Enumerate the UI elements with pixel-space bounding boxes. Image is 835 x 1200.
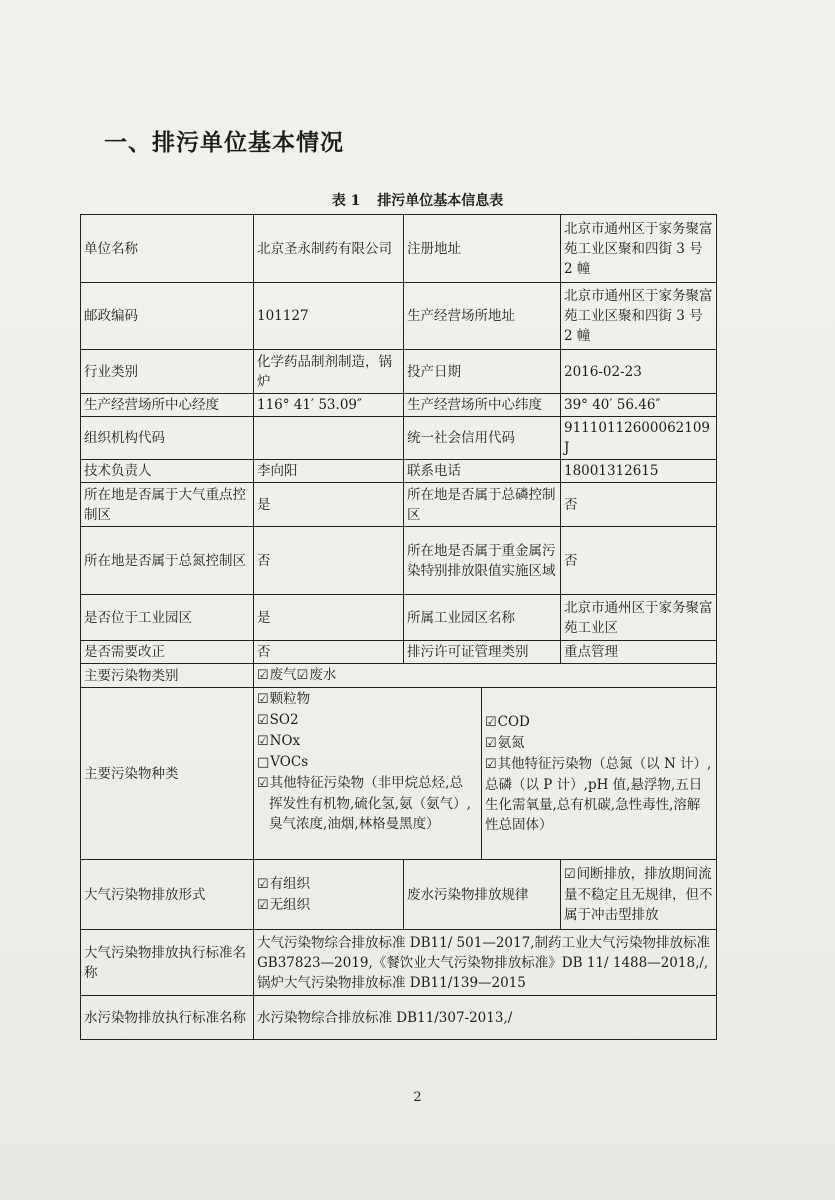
checkbox-checked-icon: ☑ (257, 734, 269, 749)
industrial-park-label: 是否位于工业园区 (81, 595, 254, 641)
water-standard-label: 水污染物排放执行标准名称 (81, 996, 254, 1040)
air-other-detail: 挥发性有机物,硫化氢,氨（氨气）,臭气浓度,油烟,林格曼黑度） (269, 796, 471, 832)
checkbox-checked-icon: ☑ (485, 715, 497, 730)
park-name-value: 北京市通州区于家务聚富苑工业区 (561, 595, 717, 641)
air-pollutant-list (254, 688, 482, 860)
pollutant-category-label: 主要污染物类别 (81, 664, 254, 688)
air-key-zone-label: 所在地是否属于大气重点控制区 (81, 483, 254, 527)
reg-address-value: 北京市通州区于家务聚富苑工业区聚和四街 3 号 2 幢 (561, 215, 717, 283)
table-row (81, 595, 717, 641)
latitude-label: 生产经营场所中心纬度 (404, 394, 561, 417)
heavy-metal-value: 否 (561, 527, 717, 595)
rectify-label: 是否需要改正 (81, 641, 254, 664)
rectify-value: 否 (254, 641, 404, 664)
page-number: 2 (413, 1090, 422, 1105)
park-name-label: 所属工业园区名称 (404, 595, 561, 641)
latitude-value: 39° 40′ 56.46″ (561, 394, 717, 417)
start-date-label: 投产日期 (404, 350, 561, 394)
list-item: ☑有组织 (257, 875, 311, 892)
site-address-value: 北京市通州区于家务聚富苑工业区聚和四街 3 号 2 幢 (561, 283, 717, 350)
tech-lead-value: 李向阳 (254, 460, 404, 483)
list-item: ☑其他特征污染物（总氮（以 N 计）,总磷（以 P 计）,pH 值,悬浮物,五日生化需氧量,总有机碳,急性毒性,溶解性总固体） (485, 756, 712, 833)
phone-value: 18001312615 (561, 460, 717, 483)
permit-type-value: 重点管理 (561, 641, 717, 664)
table-row (81, 527, 717, 595)
unit-name-label: 单位名称 (81, 215, 254, 283)
permit-type-label: 排污许可证管理类别 (404, 641, 561, 664)
table-row (81, 417, 717, 460)
checkbox-checked-icon: ☑ (485, 757, 497, 772)
checkbox-checked-icon: ☑ (485, 736, 497, 751)
list-item: ☑SO2 (257, 712, 299, 728)
tech-lead-label: 技术负责人 (81, 460, 254, 483)
reg-address-label: 注册地址 (404, 215, 561, 283)
heavy-metal-label: 所在地是否属于重金属污染特别排放限值实施区域 (404, 527, 561, 595)
checkbox-checked-icon: ☑ (296, 668, 309, 683)
category-air: 废气 (269, 667, 297, 683)
checkbox-checked-icon: ☑ (257, 692, 269, 707)
postal-code-label: 邮政编码 (81, 283, 254, 350)
table-row (81, 930, 717, 996)
air-standard-value: 大气污染物综合排放标准 DB11/ 501—2017,制药工业大气污染物排放标准 GB37823—2019,《餐饮业大气污染物排放标准》DB 11/ 1488—2018,/,锅炉大气污染物排放标准 DB11/139—2015 (254, 930, 717, 996)
table-row (81, 996, 717, 1040)
list-item: □VOCs (257, 754, 309, 770)
list-item: ☑氨氮 (485, 735, 525, 751)
p-control-label: 所在地是否属于总磷控制区 (404, 483, 561, 527)
longitude-value: 116° 41′ 53.09″ (254, 394, 404, 417)
table-row (81, 350, 717, 394)
checkbox-checked-icon: ☑ (564, 867, 576, 882)
industrial-park-value: 是 (254, 595, 404, 641)
longitude-label: 生产经营场所中心经度 (81, 394, 254, 417)
org-code-label: 组织机构代码 (81, 417, 254, 460)
table-row (81, 664, 717, 688)
credit-code-value: 91110112600062109J (561, 417, 717, 460)
phone-label: 联系电话 (404, 460, 561, 483)
unit-name-value: 北京圣永制药有限公司 (254, 215, 404, 283)
table-row (81, 641, 717, 664)
start-date-value: 2016-02-23 (561, 350, 717, 394)
table-title: 排污单位基本信息表 (377, 193, 504, 209)
postal-code-value: 101127 (254, 283, 404, 350)
water-emission-rule-label: 废水污染物排放规律 (404, 860, 561, 930)
checkbox-checked-icon: ☑ (257, 713, 269, 728)
industry-value: 化学药品制剂制造，锅炉 (254, 350, 404, 394)
checkbox-checked-icon: ☑ (257, 897, 269, 913)
basic-info-table (80, 214, 717, 1040)
n-control-value: 否 (254, 527, 404, 595)
checkbox-unchecked-icon: □ (257, 755, 270, 770)
air-standard-label: 大气污染物排放执行标准名称 (81, 930, 254, 996)
category-water: 废水 (309, 667, 337, 683)
p-control-value: 否 (561, 483, 717, 527)
site-address-label: 生产经营场所地址 (404, 283, 561, 350)
checkbox-checked-icon: ☑ (257, 876, 269, 892)
table-caption (0, 190, 835, 210)
list-item: ☑NOx (257, 733, 301, 749)
table-row (81, 215, 717, 283)
n-control-label: 所在地是否属于总氮控制区 (81, 527, 254, 595)
table-row (81, 460, 717, 483)
checkbox-checked-icon: ☑ (257, 776, 269, 791)
table-row (81, 860, 717, 930)
water-pollutant-list (482, 688, 717, 860)
pollutant-category-value (254, 664, 717, 688)
table-row (81, 283, 717, 350)
table-row (81, 483, 717, 527)
water-standard-value: 水污染物综合排放标准 DB11/307-2013,/ (254, 996, 717, 1040)
pollutant-types-label: 主要污染物种类 (81, 688, 254, 860)
table-row (81, 688, 717, 860)
checkbox-checked-icon: ☑ (257, 668, 269, 683)
org-code-value (254, 417, 404, 460)
list-item: ☑COD (485, 714, 530, 730)
air-key-zone-value: 是 (254, 483, 404, 527)
air-emission-form-label: 大气污染物排放形式 (81, 860, 254, 930)
air-emission-form-value (254, 860, 404, 930)
list-item: ☑颗粒物 (257, 691, 311, 707)
water-emission-rule-value: ☑间断排放，排放期间流量不稳定且无规律，但不属于冲击型排放 (561, 860, 717, 930)
table-row (81, 394, 717, 417)
list-item: ☑其他特征污染物（非甲烷总烃,总 (257, 775, 463, 791)
credit-code-label: 统一社会信用代码 (404, 417, 561, 460)
section-title: 一、排污单位基本情况 (104, 129, 344, 156)
list-item: ☑无组织 (257, 896, 311, 913)
table-number: 表 1 (331, 193, 361, 209)
industry-label: 行业类别 (81, 350, 254, 394)
